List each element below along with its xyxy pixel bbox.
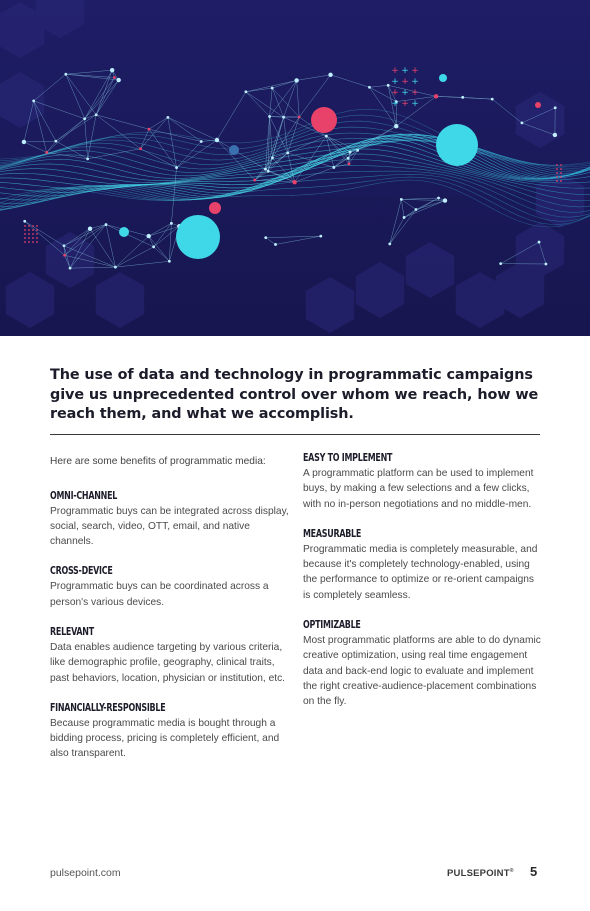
network-node [394,124,398,128]
page-headline: The use of data and technology in programmatic campaigns give us unprecedented control over whom we reach, how we reach them, and what we accomplish. [50,367,539,422]
benefit-title: OMNI-CHANNEL [50,489,118,502]
network-node [86,157,89,160]
network-node [294,78,298,82]
network-node [553,133,557,137]
network-node [63,244,66,247]
page-number: 5 [530,864,538,879]
accent-circle [311,107,337,133]
network-node [434,94,438,98]
network-node [83,117,86,120]
accent-circle [229,145,239,155]
grid-dot [36,233,38,235]
benefit-title: RELEVANT [50,625,94,638]
grid-dot [24,229,26,231]
grid-dot [32,241,34,243]
network-node [437,197,440,200]
network-node [114,266,117,269]
network-node [415,208,418,211]
footer-url: pulsepoint.com [50,867,121,879]
headline-divider [50,434,540,435]
grid-dot [28,229,30,231]
network-node [325,135,328,138]
grid-dot [560,176,562,178]
grid-dot [560,164,562,166]
network-node [23,220,26,223]
grid-dot [32,229,34,231]
benefit-title: EASY TO IMPLEMENT [303,452,393,464]
grid-dot [36,229,38,231]
grid-dot [28,233,30,235]
grid-dot [560,168,562,170]
network-node [264,168,267,171]
benefit-body: Data enables audience targeting by various criteria, like demographic profile, geography, clinical traits, past behaviors, location, physician or institution, etc. [50,641,286,684]
network-node [215,138,219,142]
network-node [63,254,66,257]
network-node [105,223,108,226]
network-node [298,116,301,119]
benefit-measurable [303,528,543,603]
plus-mark: + [411,99,419,109]
benefit-body: Programmatic buys can be integrated across display, social, search, video, OTT, email, and native channels. [50,505,289,548]
plus-mark: + [401,77,409,87]
network-node [271,156,274,159]
network-node [274,243,277,246]
network-node [443,198,447,202]
grid-dot [36,225,38,227]
benefit-body: Programmatic buys can be coordinated across a person's various devices. [50,581,269,608]
benefit-title: MEASURABLE [303,527,362,540]
network-node [267,170,270,173]
grid-dot [28,241,30,243]
network-node [264,236,267,239]
trademark-mark: ® [509,868,514,874]
plus-mark: + [411,77,419,87]
network-node [292,180,296,184]
network-node [69,267,72,270]
network-node [368,86,371,89]
grid-dot [32,237,34,239]
benefit-title: CROSS-DEVICE [50,565,113,578]
plus-mark: + [401,88,409,98]
accent-circle [209,202,221,214]
network-node [170,222,173,225]
network-node [200,140,203,143]
plus-mark: + [401,66,409,76]
grid-dot [556,172,558,174]
accent-circle [439,74,447,82]
network-node [22,140,26,144]
left-column [50,452,290,778]
network-node [328,73,332,77]
network-node [253,179,256,182]
grid-dot [36,241,38,243]
network-node [95,113,98,116]
network-node [348,162,351,165]
grid-dot [32,233,34,235]
grid-dot [28,225,30,227]
benefit-omni-channel [50,490,290,550]
benefit-relevant [50,626,290,686]
network-node [244,90,247,93]
network-node [32,99,35,102]
accent-circle [436,124,478,166]
network-node [113,76,116,79]
network-node [168,260,171,263]
accent-circle [535,102,541,108]
network-node [175,166,178,169]
accent-circle [176,215,220,259]
network-node [387,84,390,87]
grid-dot [556,180,558,182]
network-node [88,226,92,230]
plus-mark: + [391,88,399,98]
brand-name: PULSEPOINT [447,868,510,880]
benefit-body: A programmatic platform can be used to implement buys, by making a few selections and a few clicks, with no in-person negotiations and no middle-men. [303,468,534,510]
network-node [461,96,464,99]
network-node [356,149,359,152]
grid-dot [24,225,26,227]
plus-mark: + [411,88,419,98]
network-node [116,78,120,82]
plus-mark: + [401,99,409,109]
network-node [268,115,271,118]
network-node [139,147,142,150]
accent-circle [119,227,129,237]
network-node [319,235,322,238]
network-node [271,87,274,90]
network-node [545,263,548,266]
network-node [286,152,289,155]
network-node [64,73,67,76]
network-node [521,121,524,124]
grid-dot [24,241,26,243]
grid-dot [36,237,38,239]
benefit-financially-responsible [50,702,290,762]
network-node [538,241,541,244]
benefit-body: Programmatic media is completely measurable, and because it's completely technology-enabled, using the performance to optimize or re-orient campaigns is completely seamless. [303,543,538,601]
grid-dot [556,168,558,170]
network-node [403,216,406,219]
grid-dot [556,176,558,178]
network-node [152,245,155,248]
network-node [110,68,114,72]
grid-dot [28,237,30,239]
benefit-optimizable [303,619,543,709]
intro-text: Here are some benefits of programmatic media: [50,456,266,467]
network-node [54,140,57,143]
network-node [166,116,169,119]
network-node [349,151,352,154]
network-node [148,128,151,131]
plus-mark: + [391,66,399,76]
brand-logo [447,868,514,879]
benefit-easy-to-implement [303,452,543,512]
network-node [491,98,494,101]
grid-dot [24,233,26,235]
network-node [347,157,350,160]
grid-dot [560,172,562,174]
plus-mark: + [391,77,399,87]
network-node [282,116,285,119]
benefit-title: OPTIMIZABLE [303,619,361,632]
benefit-title: FINANCIALLY-RESPONSIBLE [50,701,166,714]
network-node [499,262,502,265]
grid-dot [556,164,558,166]
grid-dot [32,225,34,227]
right-column [303,452,543,726]
network-node [554,106,557,109]
benefit-body: Most programmatic platforms are able to do dynamic creative optimization, using real time engagement data and back-end logic to evaluate and implement the right creative-audience-placement combinations on the fly. [303,635,541,708]
network-node [332,166,335,169]
grid-dot [560,180,562,182]
benefit-cross-device [50,565,290,610]
network-node [45,151,48,154]
network-node [400,198,403,201]
benefit-body: Because programmatic media is bought through a bidding process, pricing is completely efficient, and also transparent. [50,717,280,760]
plus-mark: + [411,66,419,76]
network-node [388,243,391,246]
plus-mark: + [391,99,399,109]
grid-dot [24,237,26,239]
hero-image [0,0,590,336]
network-node [147,234,151,238]
